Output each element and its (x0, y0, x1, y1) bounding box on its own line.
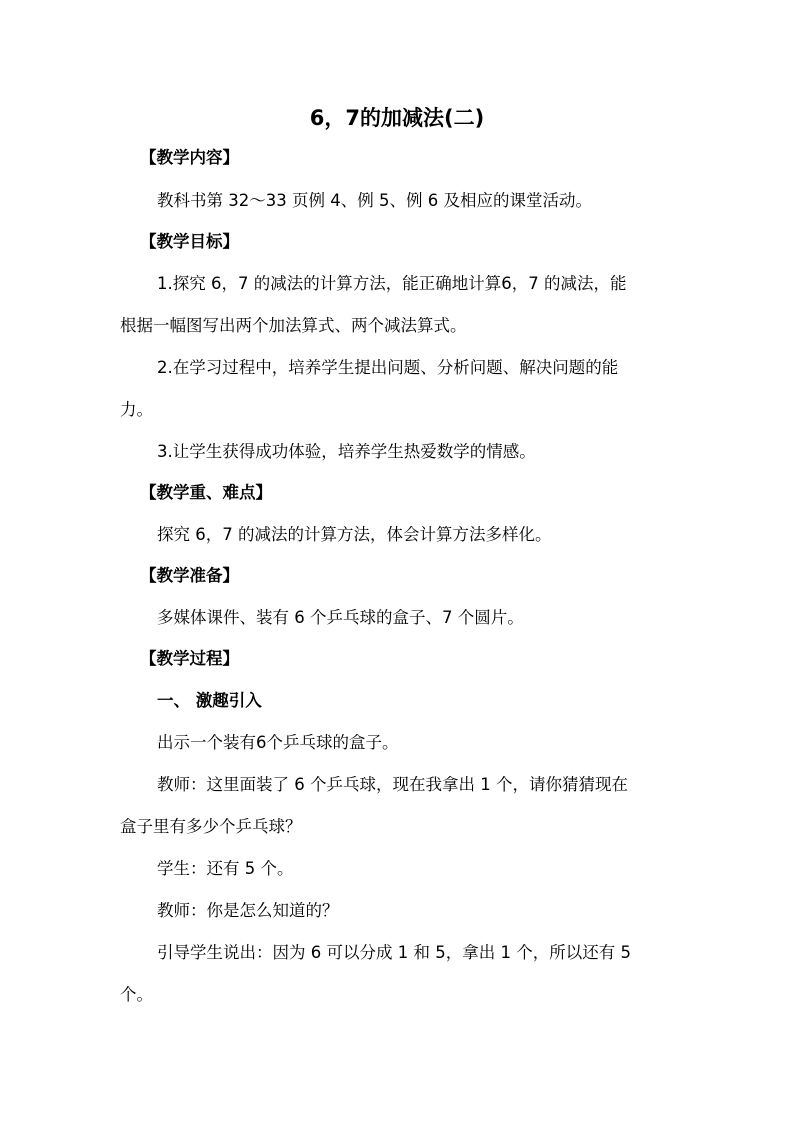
heading-key-points: 【教学重、难点】 (140, 483, 272, 502)
heading-process: 【教学过程】 (140, 649, 239, 668)
paragraph-preparation: 多媒体课件、装有 6 个乒乓球的盒子、7 个圆片。 (157, 608, 524, 627)
paragraph-process-2: 教师：这里面装了 6 个乒乓球，现在我拿出 1 个，请你猜猜现在 (157, 775, 628, 794)
paragraph-content: 教科书第 32～33 页例 4、例 5、例 6 及相应的课堂活动。 (157, 191, 592, 210)
paragraph-process-1: 出示一个装有6个乒乓球的盒子。 (157, 733, 399, 752)
heading-preparation: 【教学准备】 (140, 566, 239, 585)
paragraph-process-5: 引导学生说出：因为 6 可以分成 1 和 5，拿出 1 个，所以还有 5 (157, 943, 631, 962)
paragraph-process-5-cont: 个。 (120, 985, 153, 1004)
heading-teaching-content: 【教学内容】 (140, 148, 239, 167)
paragraph-goal-2: 2.在学习过程中，培养学生提出问题、分析问题、解决问题的能 (157, 358, 619, 377)
section-step-1: 一、 激趣引入 (157, 691, 262, 710)
paragraph-goal-2-cont: 力。 (120, 400, 153, 419)
paragraph-goal-3: 3.让学生获得成功体验，培养学生热爱数学的情感。 (157, 442, 536, 461)
heading-teaching-goals: 【教学目标】 (140, 232, 239, 251)
paragraph-goal-1-cont: 根据一幅图写出两个加法算式、两个减法算式。 (120, 316, 467, 335)
paragraph-key-points: 探究 6，7 的减法的计算方法，体会计算方法多样化。 (157, 525, 552, 544)
paragraph-process-2-cont: 盒子里有多少个乒乓球？ (120, 817, 302, 836)
paragraph-process-4: 教师：你是怎么知道的？ (157, 901, 339, 920)
paragraph-process-3: 学生：还有 5 个。 (157, 859, 294, 878)
page-title: 6，7的加减法(二) (309, 106, 485, 130)
paragraph-goal-1: 1.探究 6，7 的减法的计算方法，能正确地计算6，7 的减法，能 (157, 274, 627, 293)
